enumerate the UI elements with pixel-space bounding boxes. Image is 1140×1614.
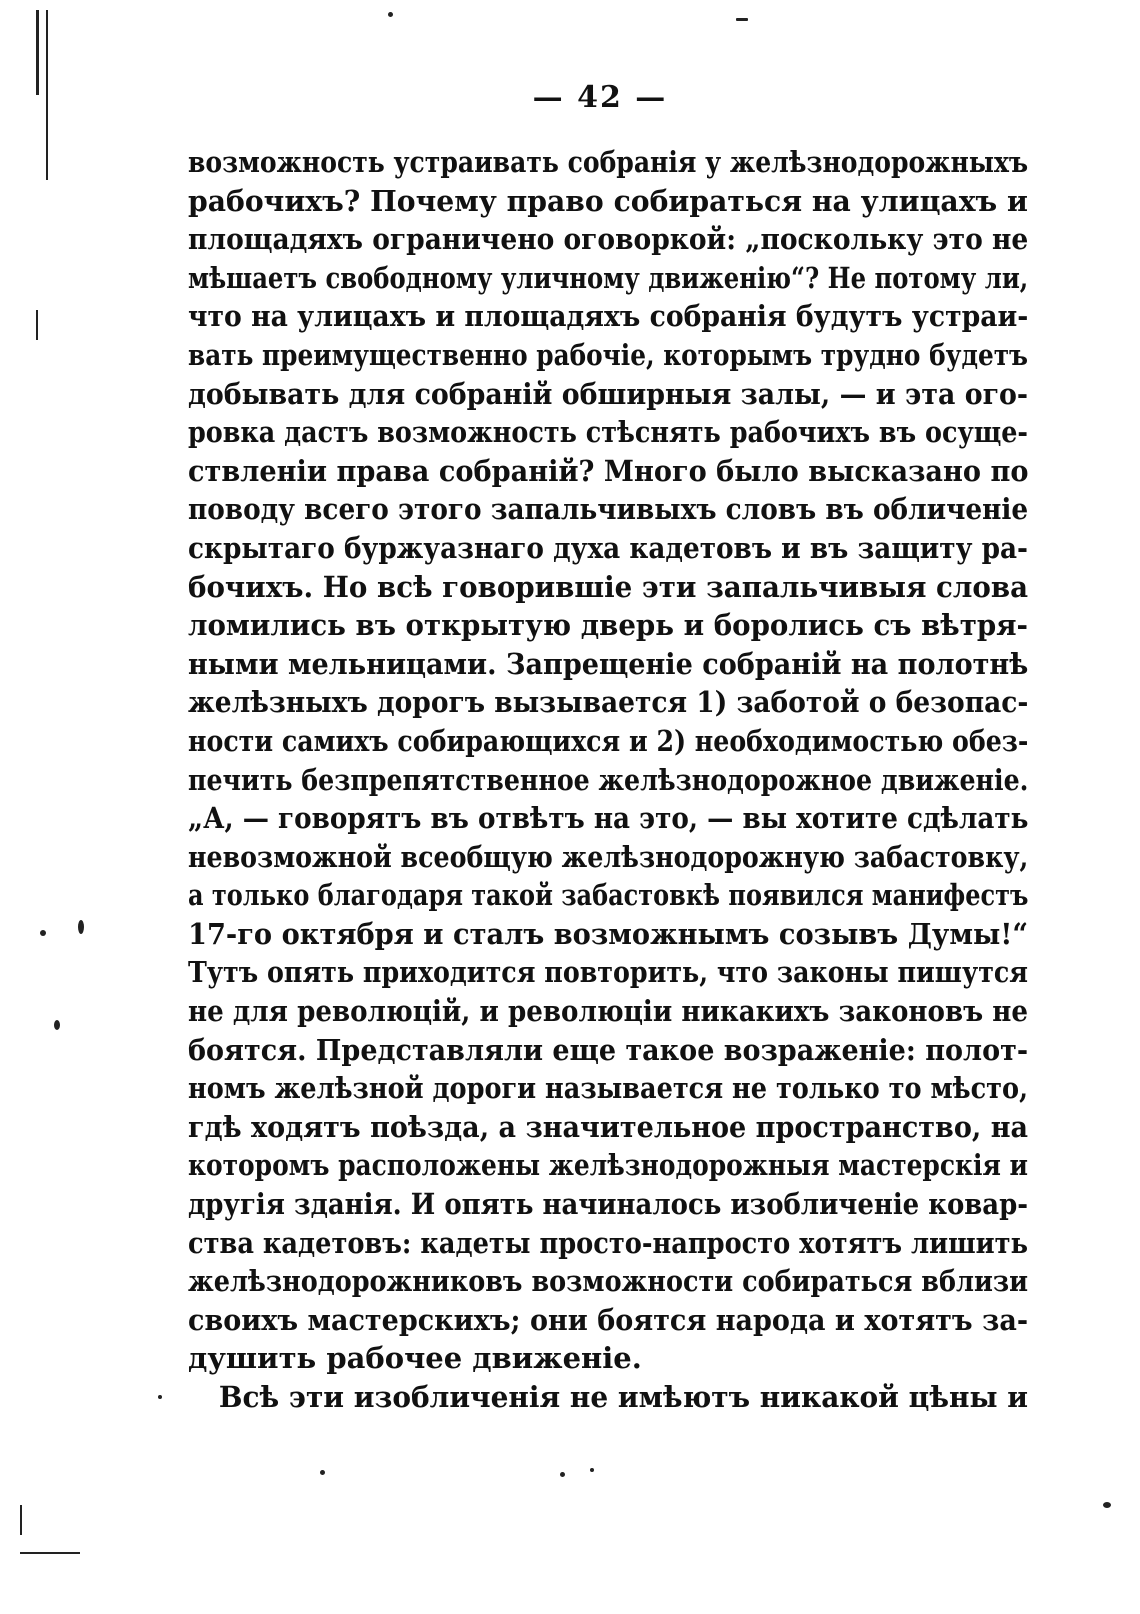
text-line: скрытаго буржуазнаго духа кадетовъ и въ защиту ра- (188, 530, 1028, 565)
scan-edge-line (20, 1505, 22, 1535)
scan-speck (388, 12, 393, 17)
scan-speck (78, 920, 84, 934)
text-line: поводу всего этого запальчивыхъ словъ въ обличеніе (188, 492, 1029, 527)
scan-speck (590, 1468, 594, 1472)
text-line: невозможной всеобщую желѣзнодорожную забастовку, (188, 839, 1029, 874)
text-line: добывать для собраній обширныя залы, — и эта ого- (188, 376, 1029, 411)
text-line: рабочихъ? Почему право собираться на улицахъ и (188, 183, 1028, 218)
text-line: ства кадетовъ: кадеты просто-напросто хотятъ лишить (188, 1225, 1028, 1260)
scan-speck (158, 1395, 162, 1399)
scan-edge-line (20, 1552, 80, 1554)
text-line: которомъ расположены желѣзнодорожныя мастерскія и (188, 1148, 1029, 1183)
text-line: ровка дастъ возможность стѣснять рабочихъ въ осуще- (188, 415, 1028, 450)
text-line: а только благодаря такой забастовкѣ появился манифестъ (188, 878, 1029, 913)
scan-speck (54, 1020, 60, 1030)
scan-speck (560, 1472, 565, 1477)
text-line: вать преимущественно рабочіе, которымъ трудно будетъ (188, 337, 1029, 372)
text-line: 17-го октября и сталъ возможнымъ созывъ Думы!“ (188, 916, 1029, 951)
text-line: бочихъ. Но всѣ говорившіе эти запальчивыя слова (188, 569, 1029, 604)
text-line: номъ желѣзной дороги называется не только то мѣсто, (188, 1071, 1028, 1106)
text-line: желѣзныхъ дорогъ вызывается 1) заботой о безопас- (188, 685, 1029, 720)
scan-speck (1103, 1502, 1111, 1508)
text-line: Тутъ опять приходится повторить, что законы пишутся (188, 955, 1029, 990)
page-number: — 42 — (532, 80, 668, 115)
body-text (188, 143, 1028, 1417)
text-line: „А, — говорятъ въ отвѣтъ на это, — вы хотите сдѣлать (188, 801, 1029, 836)
text-line: боятся. Представляли еще такое возраженіе: полот- (188, 1032, 1029, 1067)
text-line: мѣшаетъ свободному уличному движенію“? Не потому ли, (188, 260, 1029, 295)
text-line: не для революцій, и революціи никакихъ законовъ не (188, 994, 1028, 1029)
text-line: печить безпрепятственное желѣзнодорожное движеніе. (188, 762, 1029, 797)
scan-edge-line (36, 310, 38, 340)
text-line: другія зданія. И опять начиналось изобличеніе ковар- (188, 1187, 1029, 1222)
text-line: желѣзнодорожниковъ возможности собираться вблизи (188, 1264, 1029, 1299)
scan-speck (736, 18, 748, 21)
text-line: Всѣ эти изобличенія не имѣютъ никакой цѣны и (218, 1380, 1028, 1414)
text-line: своихъ мастерскихъ; они боятся народа и хотятъ за- (188, 1302, 1029, 1337)
text-line: гдѣ ходятъ поѣзда, а значительное пространство, на (188, 1109, 1029, 1144)
text-line: площадяхъ ограничено оговоркой: „поскольку это не (188, 222, 1029, 257)
text-line: ными мельницами. Запрещеніе собраній на полотнѣ (188, 646, 1029, 681)
text-line: душить рабочее движеніе. (188, 1341, 642, 1376)
scan-speck (40, 930, 46, 936)
text-line: возможность устраивать собранія у желѣзнодорожныхъ (188, 145, 1029, 179)
scan-speck (320, 1470, 325, 1475)
text-line: ствленіи права собраній? Много было высказано по (188, 453, 1029, 488)
text-line: ломились въ открытую дверь и боролись съ вѣтря- (188, 608, 1029, 643)
text-line: что на улицахъ и площадяхъ собранія будутъ устраи- (188, 299, 1029, 334)
text-line: ности самихъ собирающихся и 2) необходимостью обез- (188, 723, 1029, 758)
